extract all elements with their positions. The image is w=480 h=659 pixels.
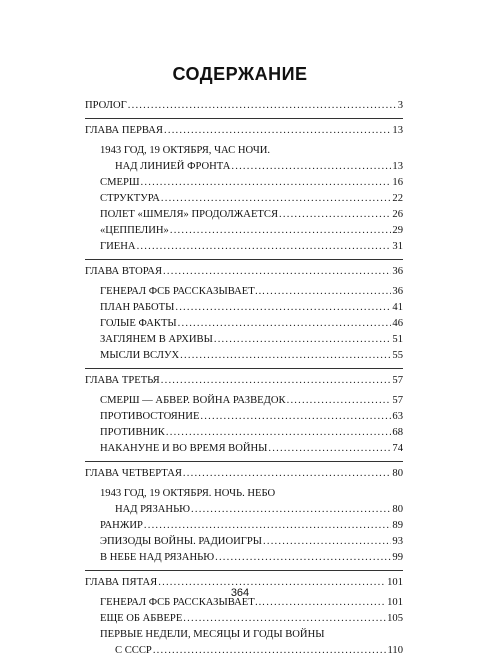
dot-leader [141, 175, 392, 191]
toc-entry-text: СМЕРШ — АБВЕР. ВОЙНА РАЗВЕДОК [100, 395, 286, 406]
toc-entry-text: ЕЩЕ ОБ АБВЕРЕ [100, 613, 183, 624]
toc-entry-page: 105 [387, 613, 403, 624]
chapter-block [85, 570, 403, 659]
toc-entry [85, 239, 403, 255]
toc-entry [85, 409, 403, 425]
dot-leader [161, 373, 392, 389]
table-of-contents [85, 98, 403, 659]
toc-entry-page: 89 [392, 520, 403, 531]
toc-entry-text: «ЦЕППЕЛИН» [100, 225, 169, 236]
toc-entry-text: НАД РЯЗАНЬЮ [115, 504, 191, 515]
toc-chapter-heading [85, 466, 403, 482]
toc-entry-page: 57 [392, 395, 403, 406]
toc-entry-page: 99 [392, 552, 403, 563]
dot-leader [279, 207, 391, 223]
toc-entry-page: 55 [392, 350, 403, 361]
toc-entry-text: В НЕБЕ НАД РЯЗАНЬЮ [100, 552, 215, 563]
dot-leader [175, 300, 391, 316]
toc-entry [85, 611, 403, 627]
toc-entry-text: С СССР [115, 645, 152, 656]
dot-leader [200, 409, 391, 425]
toc-entry-page: 22 [392, 193, 403, 204]
toc-entry [85, 348, 403, 364]
toc-entry-page: 3 [397, 100, 403, 111]
toc-entry-page: 101 [387, 597, 403, 608]
toc-entry-text: МЫСЛИ ВСЛУХ [100, 350, 180, 361]
dot-leader [180, 348, 391, 364]
toc-entry-prologue [85, 98, 403, 114]
dot-leader [166, 425, 392, 441]
toc-chapter-heading [85, 123, 403, 139]
toc-entry-text: ГИЕНА [100, 241, 136, 252]
chapter-page: 57 [392, 375, 403, 386]
dot-leader [128, 98, 397, 114]
toc-entry [85, 425, 403, 441]
toc-entry-page: 16 [392, 177, 403, 188]
toc-entry-text: ПРОТИВНИК [100, 427, 165, 438]
toc-entry [85, 550, 403, 566]
chapter-block [85, 118, 403, 255]
chapter-title: ГЛАВА ВТОРАЯ [85, 266, 163, 277]
toc-entry-page: 63 [392, 411, 403, 422]
toc-entry [85, 502, 403, 518]
dot-leader [215, 550, 391, 566]
toc-entry-text: ПОЛЕТ «ШМЕЛЯ» ПРОДОЛЖАЕТСЯ [100, 209, 279, 220]
toc-entry [85, 223, 403, 239]
toc-entry-page: 13 [392, 161, 403, 172]
toc-entry [85, 159, 403, 175]
toc-entry [85, 534, 403, 550]
toc-entry-page: 41 [392, 302, 403, 313]
toc-entry-page: 36 [392, 286, 403, 297]
toc-entry-page: 110 [387, 645, 403, 656]
dot-leader [163, 264, 391, 280]
toc-chapter-heading [85, 264, 403, 280]
dot-leader [183, 466, 392, 482]
page-number: 364 [230, 587, 250, 599]
dot-leader [153, 643, 387, 659]
toc-entry-page: 80 [392, 504, 403, 515]
toc-entry-text: НАКАНУНЕ И ВО ВРЕМЯ ВОЙНЫ [100, 443, 268, 454]
chapter-page: 80 [392, 468, 403, 479]
toc-entry-text: ПЛАН РАБОТЫ [100, 302, 175, 313]
dot-leader [183, 611, 386, 627]
dot-leader [266, 284, 391, 300]
chapter-title: ГЛАВА ТРЕТЬЯ [85, 375, 160, 386]
toc-entry-page: 68 [392, 427, 403, 438]
dot-leader [191, 502, 391, 518]
toc-entry [85, 518, 403, 534]
toc-entry-text: ГЕНЕРАЛ ФСБ РАССКАЗЫВАЕТ… [100, 286, 266, 297]
dot-leader [231, 159, 391, 175]
toc-entry-page: 26 [392, 209, 403, 220]
toc-entry-text: ГЕНЕРАЛ ФСБ РАССКАЗЫВАЕТ… [100, 597, 266, 608]
toc-entry-line: 1943 ГОД, 19 ОКТЯБРЯ. НОЧЬ. НЕБО [100, 488, 276, 499]
page-title: СОДЕРЖАНИЕ [172, 64, 308, 84]
toc-entry-text: РАНЖИР [100, 520, 143, 531]
toc-entry-page: 29 [392, 225, 403, 236]
toc-entry [85, 332, 403, 348]
dot-leader [161, 191, 392, 207]
dot-leader [268, 441, 391, 457]
dot-leader [287, 393, 392, 409]
toc-entry [85, 441, 403, 457]
toc-entry-page: 46 [392, 318, 403, 329]
toc-entry [85, 316, 403, 332]
toc-entry [85, 191, 403, 207]
toc-entry [85, 300, 403, 316]
chapter-block [85, 259, 403, 364]
chapter-title: ГЛАВА ПЯТАЯ [85, 577, 158, 588]
toc-entry [85, 643, 403, 659]
chapter-page: 36 [392, 266, 403, 277]
toc-entry [85, 284, 403, 300]
toc-entry-text: СТРУКТУРА [100, 193, 160, 204]
dot-leader [214, 332, 392, 348]
dot-leader [170, 223, 392, 239]
dot-leader [178, 316, 392, 332]
toc-entry-text: ЗАГЛЯНЕМ В АРХИВЫ [100, 334, 213, 345]
dot-leader [137, 239, 392, 255]
chapter-page: 101 [387, 577, 403, 588]
toc-entry [85, 393, 403, 409]
toc-entry [85, 175, 403, 191]
dot-leader [144, 518, 392, 534]
dot-leader [263, 534, 391, 550]
toc-entry-text: ЭПИЗОДЫ ВОЙНЫ. РАДИОИГРЫ [100, 536, 263, 547]
toc-entry-text: ПРОТИВОСТОЯНИЕ [100, 411, 200, 422]
toc-entry-page: 74 [392, 443, 403, 454]
prologue-block [85, 98, 403, 114]
toc-entry-page: 31 [392, 241, 403, 252]
toc-entry-page: 93 [392, 536, 403, 547]
toc-entry-page: 51 [392, 334, 403, 345]
chapter-title: ГЛАВА ПЕРВАЯ [85, 125, 163, 136]
toc-entry-line: ПЕРВЫЕ НЕДЕЛИ, МЕСЯЦЫ И ГОДЫ ВОЙНЫ [100, 629, 325, 640]
toc-entry [85, 207, 403, 223]
toc-entry-line: 1943 ГОД, 19 ОКТЯБРЯ, ЧАС НОЧИ. [100, 145, 271, 156]
toc-chapter-heading [85, 373, 403, 389]
toc-entry-text: ГОЛЫЕ ФАКТЫ [100, 318, 177, 329]
toc-entry-text: НАД ЛИНИЕЙ ФРОНТА [115, 161, 231, 172]
chapter-page: 13 [392, 125, 403, 136]
chapter-block [85, 368, 403, 457]
toc-entry-text: ПРОЛОГ [85, 100, 127, 111]
chapter-block [85, 461, 403, 566]
toc-entry-text: СМЕРШ [100, 177, 140, 188]
chapter-title: ГЛАВА ЧЕТВЕРТАЯ [85, 468, 182, 479]
dot-leader [164, 123, 391, 139]
